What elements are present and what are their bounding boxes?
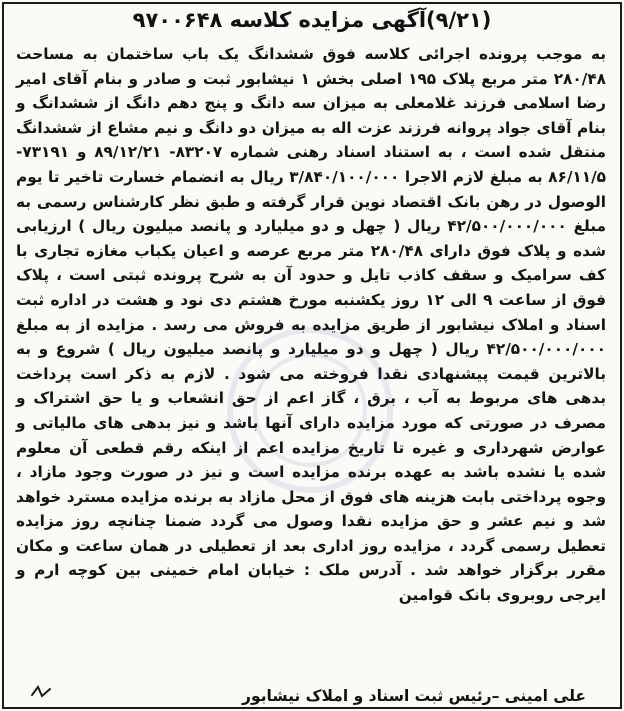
notice-body: به موجب پرونده اجرائی کلاسه فوق ششدانگ یک باب ساختمان به مساحت ۲۸۰/۴۸ متر مربع پلاک ۱۹۵ اصلی بخش ۱ نیشابور ثبت و صادر و بنام آقای امیر رضا اسلامی فرزند غلامعلی به میزان سه دانگ و پنج دهم دانگ از ششدانگ و بنام آقای جواد پروانه فرزند عزت اله به میزان دو دانگ و نیم مشاع از ششدانگ منتقل شده است ، به استناد اسناد رهنی شماره ۸۳۲۰۷- ۸۹/۱۲/۲۱ و ۷۳۱۹۱- ۸۶/۱۱/۵ به مبلغ لازم الاجرا ۳/۸۴۰/۱۰۰/۰۰۰ ریال به انضمام خسارت تاخیر تا یوم الوصول در رهن بانک اقتصاد نوین قرار گرفته و طبق نظر کارشناس رسمی به مبلغ ۴۲/۵۰۰/۰۰۰/۰۰۰ ریال ( چهل و دو میلیارد و پانصد میلیون ریال ) ارزیابی شده و پلاک فوق دارای ۲۸۰/۴۸ متر مربع عرصه و اعیان یکباب مغازه تجاری با کف سرامیک و سقف کاذب تایل و حدود آن به شرح پرونده ثبتی است ، پلاک فوق از ساعت ۹ الی ۱۲ روز یکشنبه مورخ هشتم دی نود و هشت در اداره ثبت اسناد و املاک نیشابور از طریق مزایده به فروش می رسد . مزایده از به مبلغ ۴۲/۵۰۰/۰۰۰/۰۰۰ ریال ( چهل و دو میلیارد و پانصد میلیون ریال ) شروع و به بالاترین قیمت پیشنهادی نقدا فروخته می شود . لازم به ذکر است پرداخت بدهی های مربوط به آب ، برق ، گاز اعم از حق انشعاب و یا حق اشتراک و مصرف در صورتی که مورد مزایده دارای آنها باشد و نیز بدهی های مالیاتی و عوارض شهرداری و غیره تا تاریخ مزایده اعم از اینکه رقم قطعی آن معلوم شده یا نشده باشد به عهده برنده مزایده است و نیز در صورت وجود مازاد ، وجوه پرداختی بابت هزینه های فوق از محل مازاد به برنده مزایده مسترد خواهد شد و نیم عشر و حق مزایده نقدا وصول می گردد ضمنا چنانچه روز مزایده تعطیل رسمی گردد ، مزایده روز اداری بعد از تعطیلی در همان ساعت و مکان مقرر برگزار خواهد شد . آدرس ملک : خیابان امام خمینی بین کوچه ارم و ایرجی روبروی بانک قوامین	[16, 45, 606, 605]
notice-title: (۹/۲۱)آگهی مزایده کلاسه ۹۷۰۰۶۴۸	[132, 8, 492, 32]
signature-mark-icon	[30, 683, 52, 701]
notice-signature: علی امینی –رئیس ثبت اسناد و املاک نیشابور	[242, 687, 586, 705]
